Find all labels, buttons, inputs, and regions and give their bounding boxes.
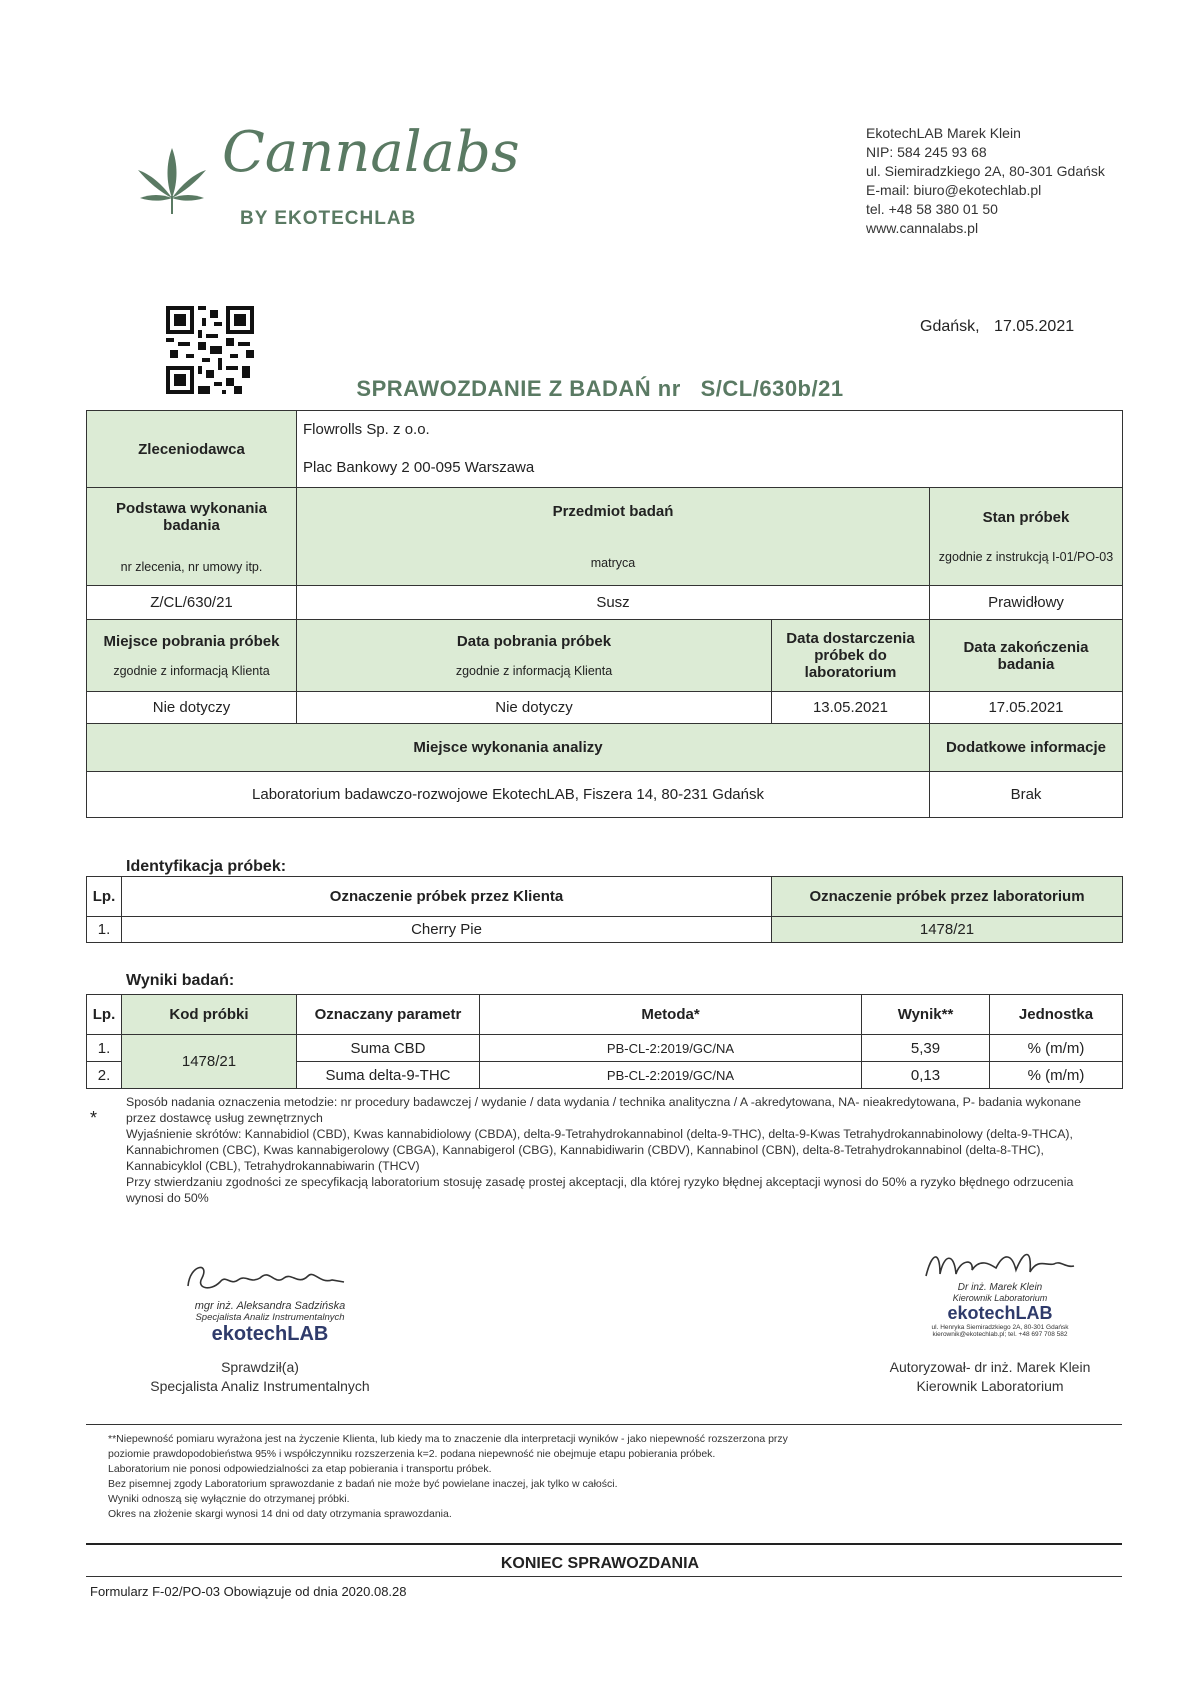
id-lab-header: Oznaczenie próbek przez laboratorium [772, 877, 1123, 917]
note-method-code: Sposób nadania oznaczenia metodzie: nr procedury badawczej / wydanie / data wydania / technika analityczna / A -akredytowana, NA- nieakredytowana, P- badania wykonane przez dostawcę usług zewnętrznych [126, 1095, 1081, 1125]
end-of-report: KONIEC SPRAWOZDANIA [500, 1555, 700, 1572]
contact-line: E-mail: biuro@ekotechlab.pl [866, 182, 1042, 198]
analysis-place-header: Miejsce wykonania analizy [87, 724, 930, 772]
ekotechlab-logo: ekotechLAB [211, 1323, 329, 1345]
place-date [920, 318, 1074, 336]
stamp-address: ul. Henryka Siemiradzkiego 2A, 80-301 Gdańsk [931, 1324, 1069, 1331]
fine-print-line: Bez pisemnej zgody Laboratorium sprawozdanie z badań nie może być powielane inaczej, jak tylko w całości. [108, 1478, 618, 1490]
res-lp-header: Lp. [87, 995, 122, 1035]
id-lp: 1. [87, 917, 122, 943]
contact-line: tel. +48 58 380 01 50 [866, 201, 998, 217]
fine-print-line: **Niepewność pomiaru wyrażona jest na życzenie Klienta, lub kiedy ma to znaczenie dla interpretacji wyników - jako niepewność rozszerzona przy [108, 1433, 788, 1445]
fine-print-line: Okres na złożenie skargi wynosi 14 dni od daty otrzymania sprawozdania. [108, 1508, 452, 1520]
divider [86, 1576, 1122, 1577]
checked-by-title: Specjalista Analiz Instrumentalnych [150, 1378, 370, 1394]
id-client-header: Oznaczenie próbek przez Klienta [122, 877, 772, 917]
authorized-by-label: Autoryzował- dr inż. Marek Klein [889, 1359, 1091, 1375]
report-title: SPRAWOZDANIE Z BADAŃ nr S/CL/630b/21 [356, 376, 844, 401]
client-cell [297, 411, 1123, 488]
res-result: 5,39 [862, 1035, 990, 1062]
client-label: Zleceniodawca [87, 411, 297, 488]
subject-subtitle: matryca [590, 556, 636, 570]
res-method: PB-CL-2:2019/GC/NA [480, 1035, 862, 1062]
form-id: Formularz F-02/PO-03 Obowiązuje od dnia 2020.08.28 [90, 1584, 407, 1599]
sampling-place-header [87, 620, 297, 692]
authorized-by-title: Kierownik Laboratorium [916, 1378, 1064, 1394]
report-info-table [86, 410, 1123, 818]
completion-date-value: 17.05.2021 [930, 692, 1123, 724]
cannabis-leaf-icon [132, 140, 212, 220]
footnote-marker: * [90, 1108, 98, 1128]
additional-info-header: Dodatkowe informacje [930, 724, 1123, 772]
subject-value: Susz [297, 586, 930, 620]
sampling-date-header [297, 620, 772, 692]
res-param-header: Oznaczany parametr [297, 995, 480, 1035]
fine-print [108, 1432, 1108, 1522]
divider [86, 1424, 1122, 1425]
signature-left [180, 1256, 350, 1300]
ekotechlab-logo: ekotechLAB [947, 1303, 1053, 1323]
identification-table [86, 876, 1123, 943]
table-row [87, 917, 1123, 943]
fine-print-line: poziomie prawdopodobieństwa 95% i współczynniku rozszerzenia k=2. podana niepewność nie obejmuje etapu pobierania próbek. [108, 1448, 716, 1460]
res-unit: % (m/m) [990, 1035, 1123, 1062]
sampling-date-title: Data pobrania próbek [456, 633, 612, 650]
signature-right [920, 1244, 1080, 1284]
id-lab-value: 1478/21 [772, 917, 1123, 943]
contact-line: ul. Siemiradzkiego 2A, 80-301 Gdańsk [866, 163, 1105, 179]
id-client-value: Cherry Pie [122, 917, 772, 943]
stamp-title: Kierownik Laboratorium [952, 1293, 1048, 1303]
identification-heading: Identyfikacja próbek: [126, 858, 287, 875]
additional-info-value: Brak [930, 772, 1123, 818]
results-heading: Wyniki badań: [126, 972, 235, 989]
order-number: Z/CL/630/21 [87, 586, 297, 620]
res-param: Suma delta-9-THC [297, 1062, 480, 1089]
method-notes [126, 1094, 1106, 1206]
stamp-right [900, 1282, 1100, 1338]
res-code: 1478/21 [122, 1035, 297, 1089]
divider [86, 1543, 1122, 1545]
delivery-date-value: 13.05.2021 [772, 692, 930, 724]
completion-date-header: Data zakończenia badania [930, 620, 1123, 692]
signature-left-caption [110, 1358, 410, 1396]
stamp-title: Specjalista Analiz Instrumentalnych [195, 1312, 345, 1323]
res-result: 0,13 [862, 1062, 990, 1089]
sampling-date-subtitle: zgodnie z informacją Klienta [455, 664, 613, 678]
brand-subtitle: BY EKOTECHLAB [240, 208, 417, 229]
lab-contact [866, 124, 1105, 238]
stamp-name: Dr inż. Marek Klein [957, 1282, 1043, 1293]
note-abbreviations: Wyjaśnienie skrótów: Kannabidiol (CBD), Kwas kannabidiolowy (CBDA), delta-9-Tetrahydrokannabinol (delta-9-THC), delta-9-Kwas Tetrahydrokannabinolowy (delta-9-THCA), Kannabichromen (CBC), Kwas kannabigerolowy (CBGA), Kannabigerol (CBG), Kannabidiwarin (CBDV), Kannabinol (CBN), delta-8-Tetrahydrokannabinol (delta-8-THC), Kannabicyklol (CBL), Tetrahydrokannabiwarin (THCV) [126, 1127, 1073, 1173]
report-date: 17.05.2021 [994, 318, 1075, 335]
id-lp-header: Lp. [87, 877, 122, 917]
sampling-place-subtitle: zgodnie z informacją Klienta [113, 664, 270, 678]
fine-print-line: Wyniki odnoszą się wyłącznie do otrzymanej próbki. [108, 1493, 350, 1505]
sampling-place-value: Nie dotyczy [87, 692, 297, 724]
res-lp: 2. [87, 1062, 122, 1089]
subject-title: Przedmiot badań [552, 503, 674, 520]
place: Gdańsk, [920, 318, 980, 335]
res-result-header: Wynik** [862, 995, 990, 1035]
sampling-place-title: Miejsce pobrania próbek [103, 633, 280, 650]
checked-by-label: Sprawdził(a) [221, 1359, 299, 1375]
results-table [86, 994, 1123, 1089]
res-unit: % (m/m) [990, 1062, 1123, 1089]
signature-right-caption [840, 1358, 1140, 1396]
contact-line: EkotechLAB Marek Klein [866, 125, 1021, 141]
basis-title: Podstawa wykonania badania [116, 499, 267, 534]
stamp-name: mgr inż. Aleksandra Sadzińska [194, 1300, 346, 1312]
condition-subtitle: zgodnie z instrukcją I-01/PO-03 [938, 550, 1114, 564]
contact-line: www.cannalabs.pl [866, 220, 979, 236]
note-acceptance-rule: Przy stwierdzaniu zgodności ze specyfikacją laboratorium stosuję zasadę prostej akceptacji, dla której ryzyko błędnej akceptacji wynosi do 50% a ryzyko błędnego odrzucenia wynosi do 50% [126, 1175, 1074, 1205]
brand-name: Cannalabs [222, 120, 520, 185]
res-lp: 1. [87, 1035, 122, 1062]
contact-line: NIP: 584 245 93 68 [866, 144, 987, 160]
condition-value: Prawidłowy [930, 586, 1123, 620]
stamp-contact: kierownik@ekotechlab.pl; tel. +48 697 708 582 [932, 1331, 1068, 1338]
condition-header [930, 488, 1123, 586]
table-row [87, 1035, 1123, 1062]
subject-header [297, 488, 930, 586]
condition-title: Stan próbek [982, 509, 1070, 526]
res-method-header: Metoda* [480, 995, 862, 1035]
client-address: Plac Bankowy 2 00-095 Warszawa [303, 459, 535, 476]
res-unit-header: Jednostka [990, 995, 1123, 1035]
res-method: PB-CL-2:2019/GC/NA [480, 1062, 862, 1089]
analysis-place-value: Laboratorium badawczo-rozwojowe EkotechLAB, Fiszera 14, 80-231 Gdańsk [87, 772, 930, 818]
delivery-date-header: Data dostarczenia próbek do laboratorium [772, 620, 930, 692]
client-name: Flowrolls Sp. z o.o. [303, 421, 430, 438]
res-code-header: Kod próbki [122, 995, 297, 1035]
basis-subtitle: nr zlecenia, nr umowy itp. [120, 559, 263, 574]
stamp-left [150, 1300, 390, 1346]
fine-print-line: Laboratorium nie ponosi odpowiedzialności za etap pobierania i transportu próbek. [108, 1463, 492, 1475]
basis-header [87, 488, 297, 586]
res-param: Suma CBD [297, 1035, 480, 1062]
sampling-date-value: Nie dotyczy [297, 692, 772, 724]
